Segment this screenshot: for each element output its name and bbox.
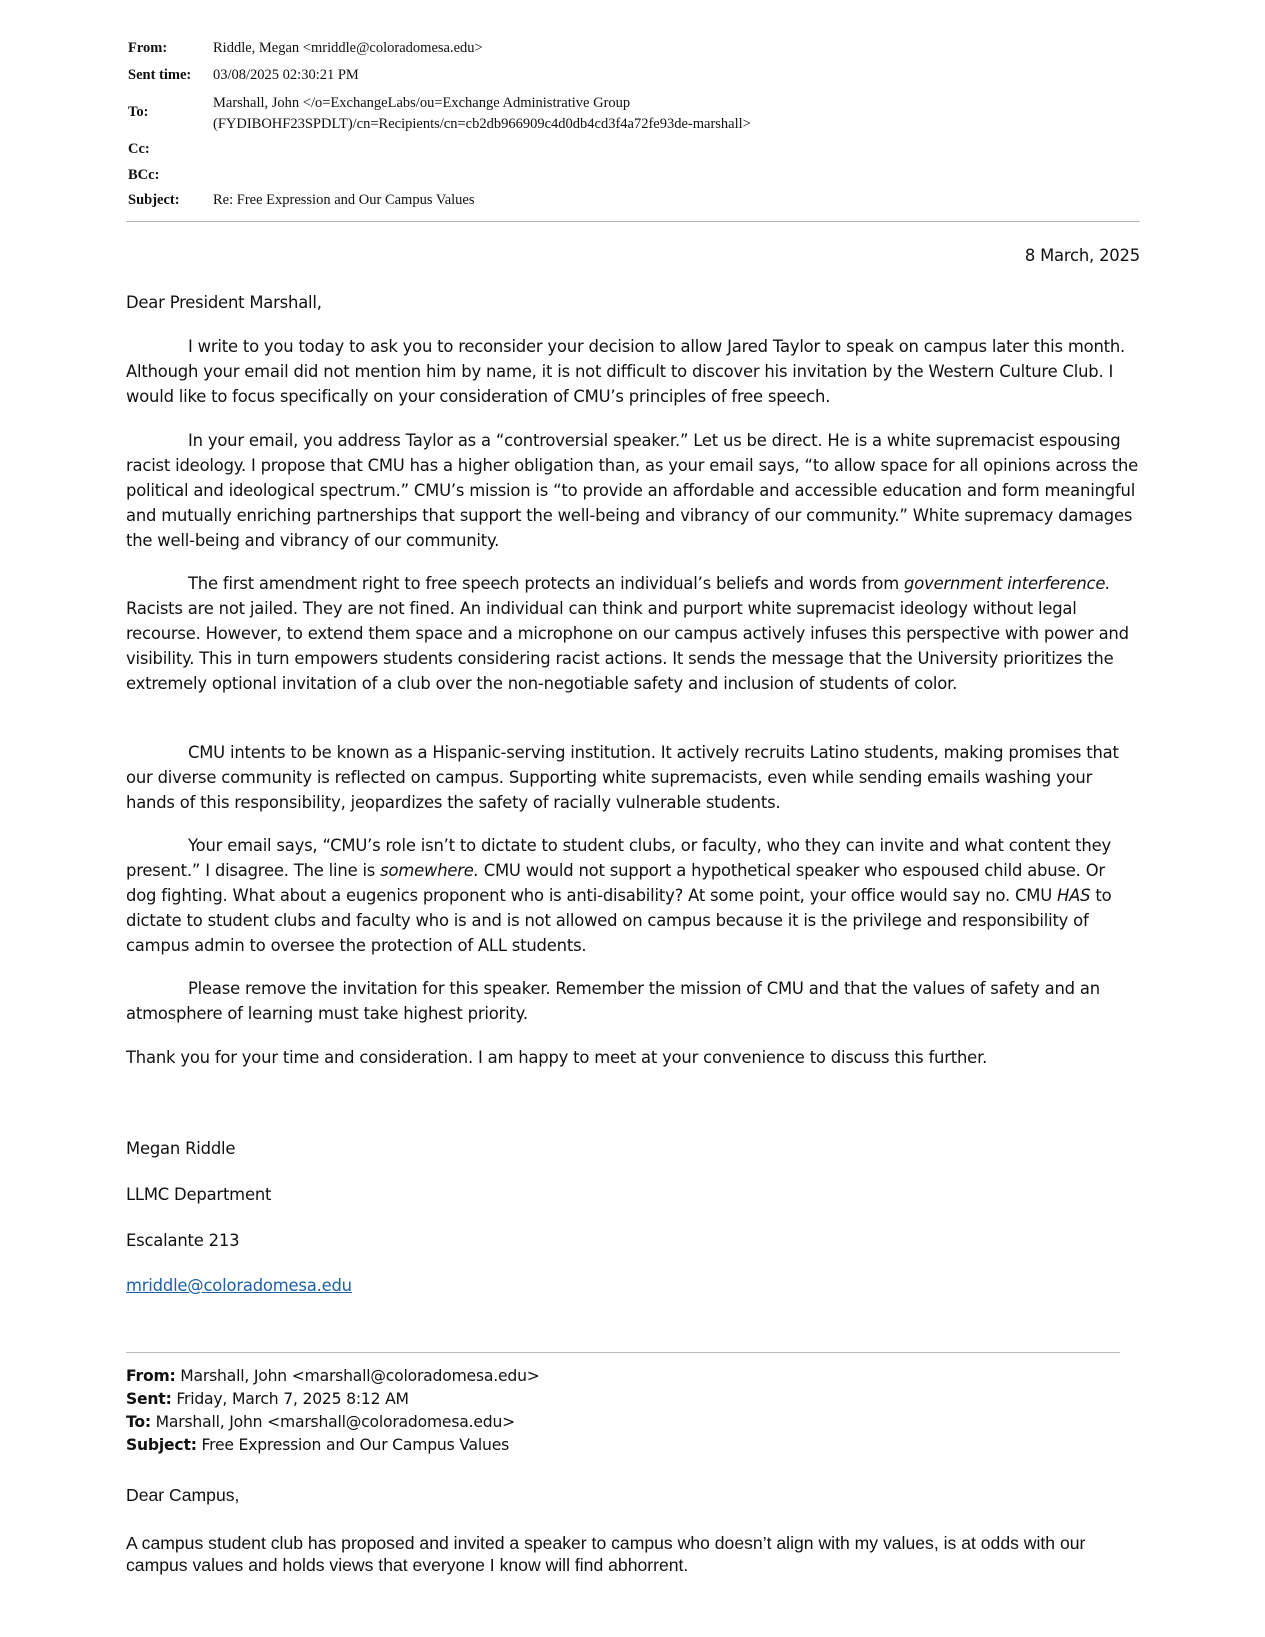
paragraph-5 [126,833,1140,958]
header-to-line1: Marshall, John </o=ExchangeLabs/ou=Exchange Administrative Group [213,95,631,111]
header-from-row [128,40,483,57]
paragraph-7-text: Thank you for your time and consideration. I am happy to meet at your convenience to discuss this further. [126,1048,988,1067]
signature-email-link[interactable]: mriddle@coloradomesa.edu [126,1276,352,1295]
header-sent-row [128,67,359,84]
paragraph-2-text: In your email, you address Taylor as a “controversial speaker.” Let us be direct. He is a white supremacist espousing racist ideology. I propose that CMU has a higher obligation than, as your email says, “to allow space for all opinions across the political and ideological spectrum.” CMU’s mission is “to provide an affordable and accessible education and form meaningful and mutually enriching partnerships that support the well-being and vibrancy of our community.” White supremacy damages the well-being and vibrancy of our community. [126,431,1139,550]
letter-salutation: Dear President Marshall, [126,293,322,312]
header-subject-label: Subject: [128,192,180,208]
header-sent-value: 03/08/2025 02:30:21 PM [213,67,359,83]
paragraph-5-emphasis-1: somewhere. [380,861,479,880]
header-to-value [213,93,751,135]
forwarded-from-value: Marshall, John <marshall@coloradomesa.edu> [175,1367,540,1385]
forwarded-to-row [126,1411,1126,1434]
paragraph-6-text: Please remove the invitation for this speaker. Remember the mission of CMU and that the values of safety and an atmosphere of learning must take highest priority. [126,979,1100,1023]
forwarded-subject-row [126,1434,1126,1457]
forwarded-sent-row [126,1388,1126,1411]
paragraph-7 [126,1045,1140,1070]
paragraph-1 [126,334,1140,409]
forwarded-subject-label: Subject: [126,1436,197,1454]
paragraph-3-part-b: Racists are not jailed. They are not fined. An individual can think and purport white supremacist ideology without legal recourse. However, to extend them space and a microphone on our campus actively infuses this perspective with power and visibility. This in turn empowers students considering racist actions. It sends the message that the University prioritizes the extremely optional invitation of a club over the non-negotiable safety and inclusion of students of color. [126,599,1129,693]
paragraph-6 [126,976,1140,1026]
paragraph-3-part-a: The first amendment right to free speech protects an individual’s beliefs and words from [188,574,905,593]
header-bcc-label: BCc: [128,167,160,183]
paragraph-4-text: CMU intents to be known as a Hispanic-serving institution. It actively recruits Latino students, making promises that our diverse community is reflected on campus. Supporting white supremacists, even while sending emails washing your hands of this responsibility, jeopardizes the safety of racially vulnerable students. [126,743,1119,812]
forwarded-sent-label: Sent: [126,1390,172,1408]
header-from-value: Riddle, Megan <mriddle@coloradomesa.edu> [213,40,483,56]
forwarded-from-row [126,1365,1126,1388]
paragraph-2 [126,428,1140,553]
header-divider [126,221,1140,222]
paragraph-3-text [126,571,1140,696]
forward-divider [126,1352,1120,1353]
forwarded-subject-value: Free Expression and Our Campus Values [196,1436,510,1454]
forwarded-salutation: Dear Campus, [126,1485,240,1505]
header-subject-row [128,192,475,209]
paragraph-5-emphasis-2: HAS [1057,886,1091,905]
header-cc-row [128,141,213,158]
forwarded-header [126,1365,1126,1457]
paragraph-3-emphasis: government interference. [904,574,1111,593]
signature-office: Escalante 213 [126,1231,240,1250]
header-to-row [128,93,751,135]
paragraph-3 [126,571,1140,696]
header-sent-label: Sent time: [128,67,192,83]
paragraph-1-text: I write to you today to ask you to reconsider your decision to allow Jared Taylor to speak on campus later this month. Although your email did not mention him by name, it is not difficult to discover his invitation by the Western Culture Club. I would like to focus specifically on your consideration of CMU’s principles of free speech. [126,337,1126,406]
paragraph-5-text [126,833,1140,958]
header-to-line2: (FYDIBOHF23SPDLT)/cn=Recipients/cn=cb2db966909c4d0db4cd3f4a72fe93de-marshall> [213,116,751,132]
paragraph-4 [126,740,1140,815]
header-cc-label: Cc: [128,141,150,157]
signature-name: Megan Riddle [126,1139,236,1158]
forwarded-body-text: A campus student club has proposed and invited a speaker to campus who doesn’t align with my values, is at odds with our campus values and holds views that everyone I know will find abhorrent. [126,1533,1086,1575]
forwarded-to-label: To: [126,1413,151,1431]
forwarded-to-value: Marshall, John <marshall@coloradomesa.edu> [150,1413,516,1431]
header-bcc-row [128,167,213,184]
header-from-label: From: [128,40,168,56]
header-to-label: To: [128,104,149,120]
paragraph-5-part-c: to dictate to student clubs and faculty who is and is not allowed on campus because it is the privilege and responsibility of campus admin to oversee the protection of ALL students. [126,886,1112,955]
header-subject-value: Re: Free Expression and Our Campus Values [213,192,475,208]
forwarded-sent-value: Friday, March 7, 2025 8:12 AM [171,1390,409,1408]
signature-department: LLMC Department [126,1185,272,1204]
paragraph-5-part-a: Your email says, “CMU’s role isn’t to dictate to student clubs, or faculty, who they can invite and what content they present.” I disagree. The line is [126,836,1111,880]
letter-date: 8 March, 2025 [1024,246,1140,265]
forwarded-from-label: From: [126,1367,176,1385]
paragraph-5-part-b: CMU would not support a hypothetical speaker who espoused child abuse. Or dog fighting. What about a eugenics proponent who is anti-disability? At some point, your office would say no. CMU [126,861,1105,905]
